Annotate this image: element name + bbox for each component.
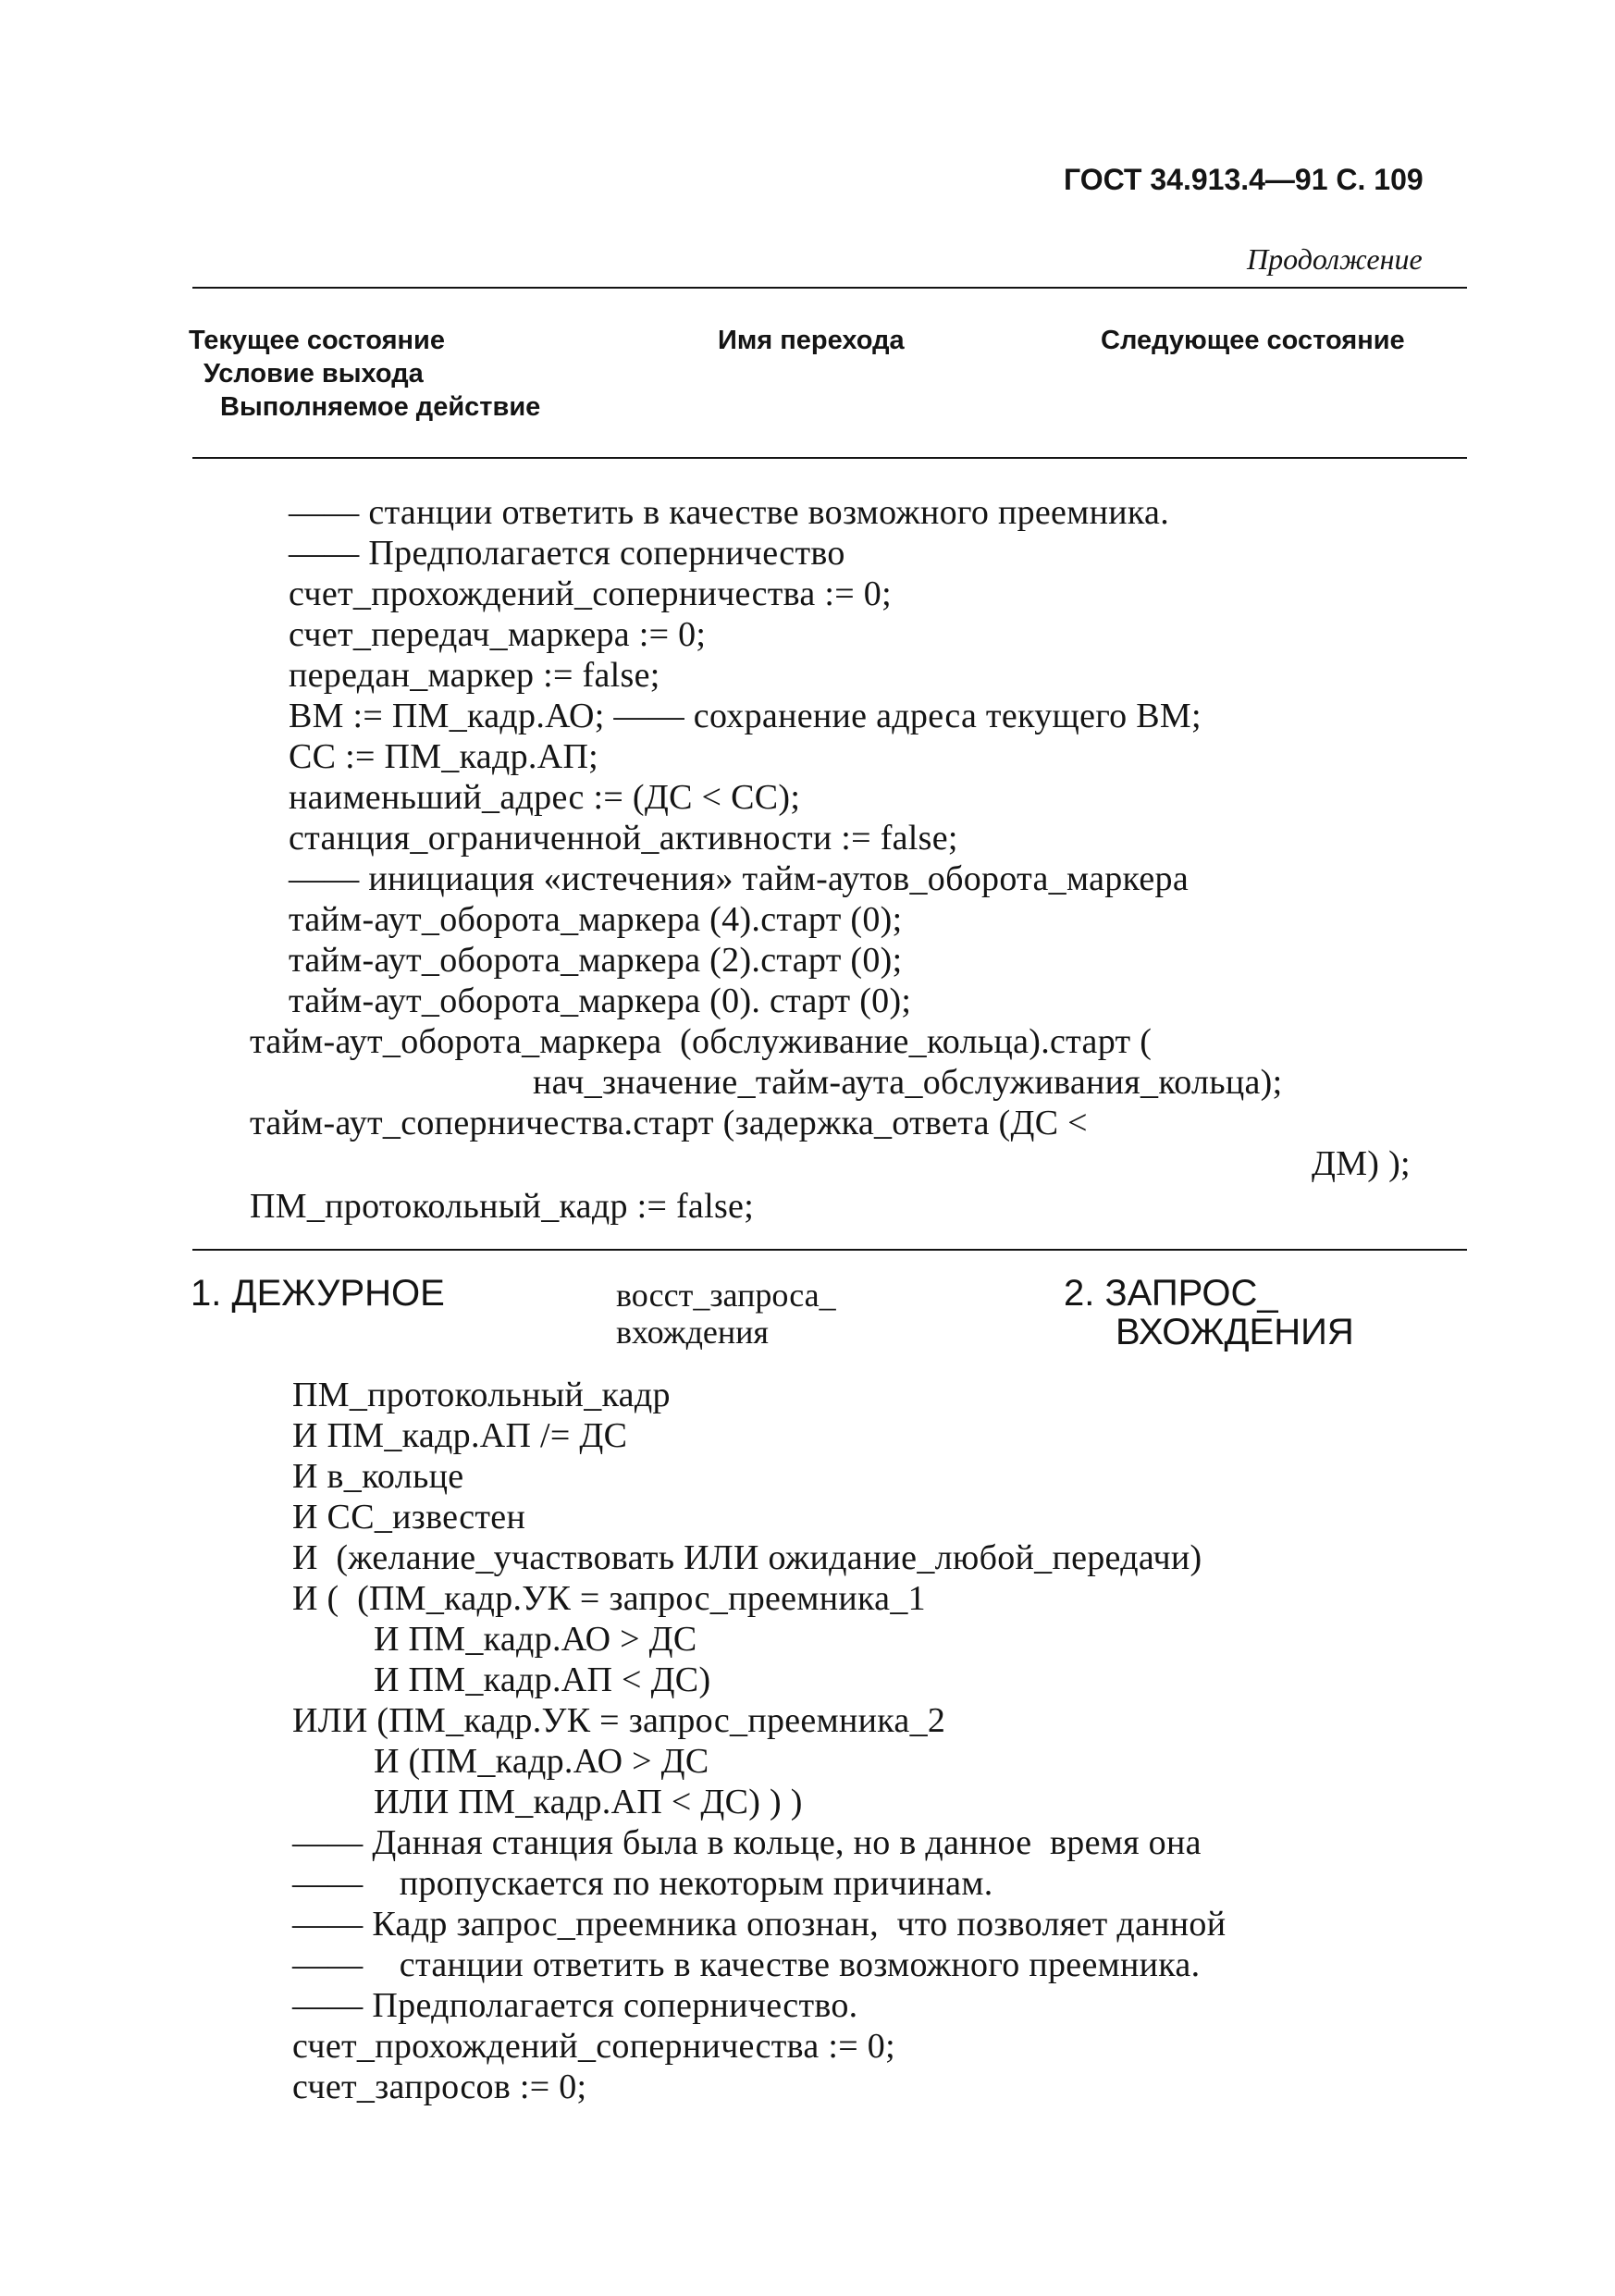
code-line: СС := ПМ_кадр.АП; <box>289 737 599 776</box>
section-rule <box>192 1249 1467 1251</box>
code-line: передан_маркер := false; <box>289 656 660 695</box>
code-line: тайм-аут_соперничества.старт (задержка_ответа (ДС < <box>250 1104 1088 1142</box>
next-state: 2. ЗАПРОС_ <box>1064 1273 1278 1314</box>
code-line: —— пропускается по некоторым причинам. <box>292 1864 993 1903</box>
code-line: —— станции ответить в качестве возможного преемника. <box>292 1945 1201 1984</box>
next-state-cont: ВХОЖДЕНИЯ <box>1116 1312 1354 1352</box>
code-line: тайм-аут_оборота_маркера (0). старт (0); <box>289 981 912 1020</box>
code-line: И (ПМ_кадр.АО > ДС <box>374 1742 709 1781</box>
code-line: ИЛИ (ПМ_кадр.УК = запрос_преемника_2 <box>292 1701 946 1740</box>
transition-name-cont: вхождения <box>616 1314 769 1351</box>
code-line: счет_прохождений_соперничества := 0; <box>292 2027 895 2066</box>
code-line: ПМ_протокольный_кадр := false; <box>250 1187 755 1226</box>
column-transition-name: Имя перехода <box>718 326 905 355</box>
code-line: станция_ограниченной_активности := false; <box>289 819 958 858</box>
code-line: —— Предполагается соперничество <box>289 534 845 573</box>
code-line: счет_передач_маркера := 0; <box>289 615 707 654</box>
code-line: И СС_известен <box>292 1498 526 1537</box>
document-reference: ГОСТ 34.913.4—91 С. 109 <box>1064 163 1424 196</box>
code-line: —— инициация «истечения» тайм-аутов_оборота_маркера <box>289 859 1189 898</box>
code-line: —— Кадр запрос_преемника опознан, что позволяет данной <box>292 1905 1227 1944</box>
code-line: —— станции ответить в качестве возможного преемника. <box>289 493 1169 532</box>
top-rule <box>192 287 1467 289</box>
code-line: И ПМ_кадр.АП < ДС) <box>374 1660 711 1699</box>
code-line: тайм-аут_оборота_маркера (4).старт (0); <box>289 900 903 939</box>
code-line: ИЛИ ПМ_кадр.АП < ДС) ) ) <box>374 1783 803 1821</box>
code-line: И (желание_участвовать ИЛИ ожидание_любой_передачи) <box>292 1538 1202 1577</box>
column-next-state: Следующее состояние <box>1101 326 1405 355</box>
header-rule <box>192 457 1467 459</box>
code-line: И ( (ПМ_кадр.УК = запрос_преемника_1 <box>292 1579 926 1618</box>
code-line: ВМ := ПМ_кадр.АО; —— сохранение адреса текущего ВМ; <box>289 697 1202 735</box>
code-line: тайм-аут_оборота_маркера (2).старт (0); <box>289 941 903 980</box>
code-line: —— Предполагается соперничество. <box>292 1986 858 2025</box>
code-line: —— Данная станция была в кольце, но в данное время она <box>292 1823 1202 1862</box>
current-state: 1. ДЕЖУРНОЕ <box>191 1273 445 1314</box>
code-line: счет_прохождений_соперничества := 0; <box>289 574 892 613</box>
column-exit-condition: Условие выхода <box>203 359 424 389</box>
code-line: счет_запросов := 0; <box>292 2068 587 2106</box>
code-line: ПМ_протокольный_кадр <box>292 1376 671 1414</box>
transition-name: восст_запроса_ <box>616 1277 836 1314</box>
code-line: И ПМ_кадр.АО > ДС <box>374 1620 697 1659</box>
code-line: тайм-аут_оборота_маркера (обслуживание_кольца).старт ( <box>250 1022 1153 1061</box>
code-line: ДМ) ); <box>1312 1144 1411 1183</box>
code-line: И в_кольце <box>292 1457 464 1496</box>
code-line: наименьший_адрес := (ДС < СС); <box>289 778 801 817</box>
continuation-label: Продолжение <box>1247 242 1423 276</box>
column-current-state: Текущее состояние <box>189 326 445 355</box>
code-line: нач_значение_тайм-аута_обслуживания_кольца); <box>533 1063 1283 1102</box>
code-line: И ПМ_кадр.АП /= ДС <box>292 1416 628 1455</box>
column-action: Выполняемое действие <box>220 392 541 422</box>
